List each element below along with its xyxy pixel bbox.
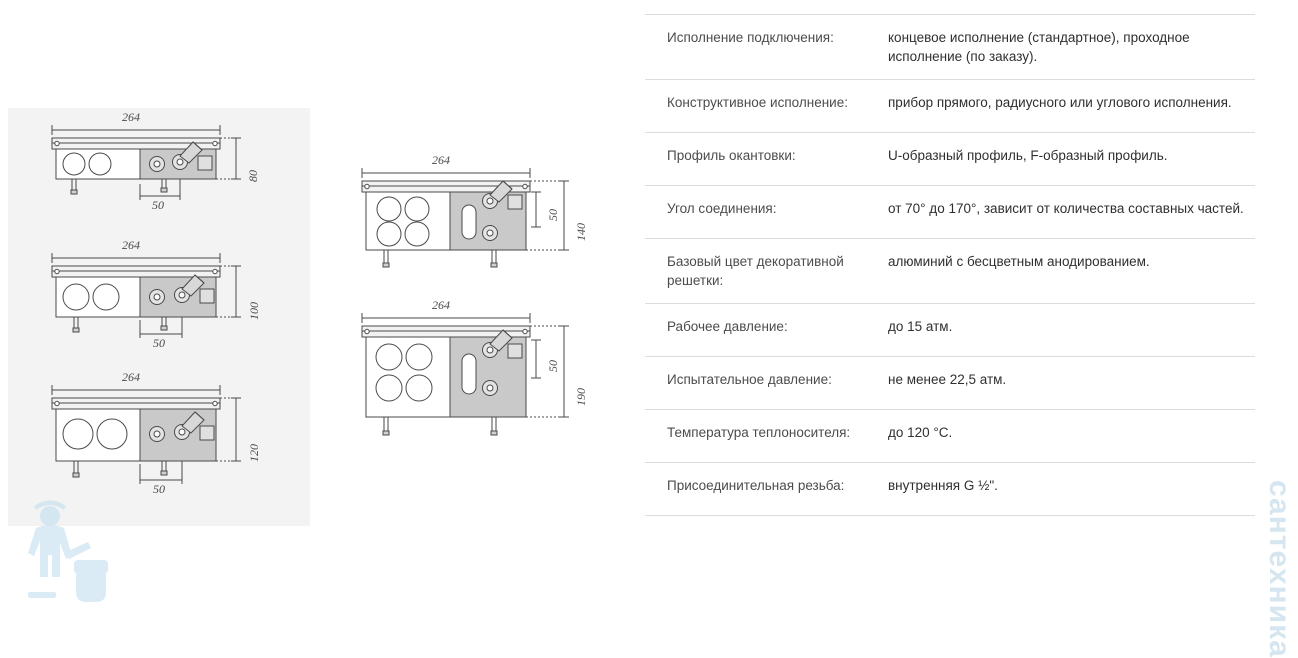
unit-80-width-label: 264 [122,110,140,124]
spec-value: до 15 атм. [888,319,953,334]
site-watermark-text: сантехника [1263,480,1296,658]
spec-value: концевое исполнение (стандартное), проходное исполнение (по заказу). [888,30,1190,64]
plumber-watermark-icon [6,500,126,618]
spec-row [645,186,1255,239]
unit-190-drawing [340,300,600,470]
spec-term: Базовый цвет декоративной решетки: [667,254,844,288]
unit-100-height-label: 100 [247,302,261,320]
unit-140-drawing [340,155,600,290]
spec-term: Профиль окантовки: [667,148,796,163]
spec-term: Конструктивное исполнение: [667,95,848,110]
unit-190-width-label: 264 [432,298,450,312]
unit-120-height-label: 120 [247,444,261,462]
spec-value: U-образный профиль, F-образный профиль. [888,148,1168,163]
unit-120-inner-label: 50 [153,482,165,496]
unit-140-inner-label: 50 [546,209,560,221]
spec-term: Испытательное давление: [667,372,832,387]
spec-term: Угол соединения: [667,201,777,216]
spec-value: внутренняя G ½". [888,478,998,493]
unit-80-inner-label: 50 [152,198,164,212]
unit-120-width-label: 264 [122,370,140,384]
specifications-table [645,14,1255,516]
spec-row [645,463,1255,516]
unit-190-height-label: 190 [574,388,588,406]
unit-80 [30,112,290,217]
spec-row [645,304,1255,357]
unit-140-height-label: 140 [574,223,588,241]
spec-term: Исполнение подключения: [667,30,834,45]
unit-100-width-label: 264 [122,238,140,252]
spec-row [645,410,1255,463]
spec-value: не менее 22,5 атм. [888,372,1007,387]
spec-value: до 120 °C. [888,425,953,440]
spec-term: Рабочее давление: [667,319,788,334]
unit-140 [340,155,600,290]
spec-row [645,357,1255,410]
unit-80-height-label: 80 [246,170,260,182]
spec-value: прибор прямого, радиусного или углового исполнения. [888,95,1232,110]
spec-row [645,133,1255,186]
spec-value: от 70° до 170°, зависит от количества составных частей. [888,201,1244,216]
spec-term: Температура теплоносителя: [667,425,851,440]
spec-value: алюминий с бесцветным анодированием. [888,254,1150,269]
unit-190-inner-label: 50 [546,360,560,372]
unit-140-width-label: 264 [432,153,450,167]
drawings-panel [0,0,640,622]
unit-100-inner-label: 50 [153,336,165,350]
unit-120 [30,372,290,502]
spec-term: Присоединительная резьба: [667,478,845,493]
spec-row [645,80,1255,133]
unit-100 [30,240,290,355]
spec-row [645,239,1255,304]
unit-190 [340,300,600,470]
spec-row [645,14,1255,80]
